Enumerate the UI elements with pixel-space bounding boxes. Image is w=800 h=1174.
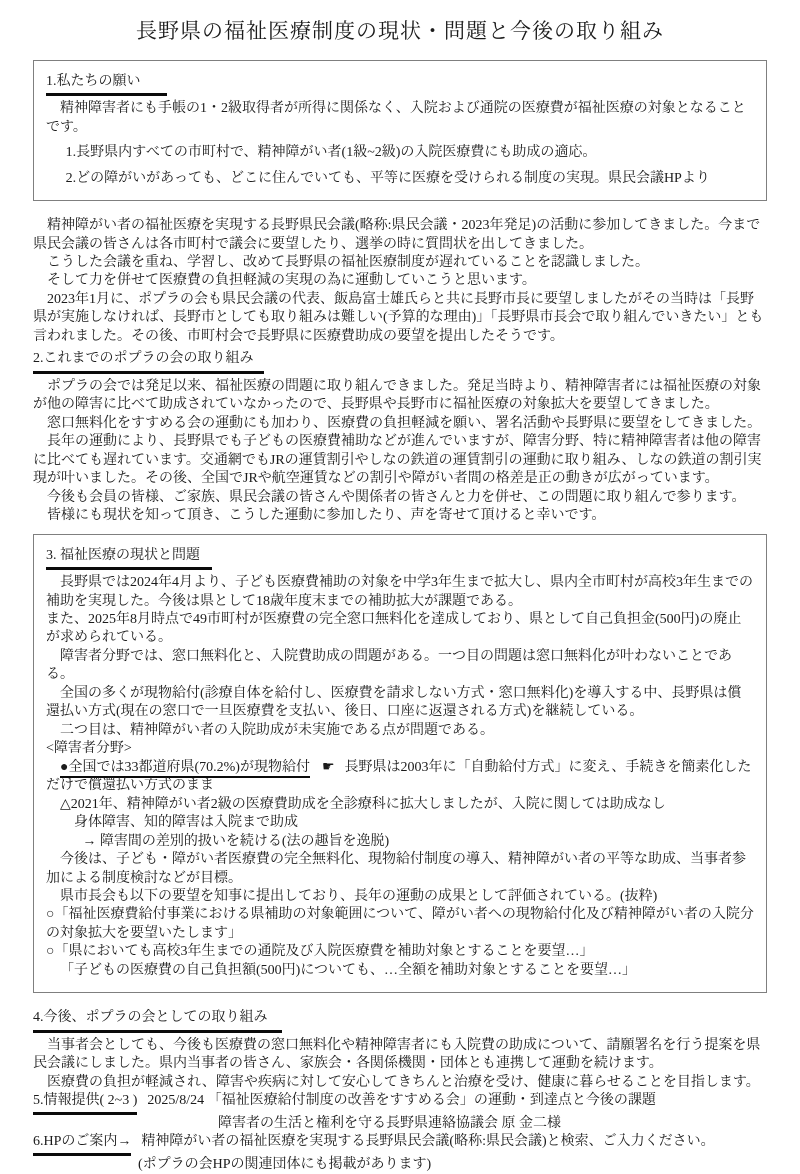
sub-item-arrow: → 障害間の差別的扱いを続ける(法の趣旨を逸脱) bbox=[82, 833, 390, 849]
section4-paragraph-2: 医療費の負担が軽減され、障害や疾病に対して安心してきちんと治療を受け、健康に暮らせることを目指します。 bbox=[47, 1074, 760, 1090]
sub-item-expansion: △2021年、精神障がい者2級の医療費助成を全診療科に拡大しましたが、入院に関しては助成なし bbox=[60, 796, 666, 812]
section2-heading bbox=[33, 350, 767, 373]
section3-paragraph-5: 二つ目は、精神障がい者の入院助成が未実施である点が問題である。 bbox=[60, 722, 494, 738]
wish-box bbox=[33, 60, 767, 201]
sub-item-physical: 身体障害、知的障害は入院まで助成 bbox=[74, 815, 298, 831]
wish-item-2: 2.どの障がいがあっても、どこに住んでいても、平等に医療を受けられる制度の実現。県民会議HPより bbox=[65, 170, 710, 186]
wish-heading bbox=[46, 73, 754, 96]
section6-note: (ポプラの会HPの関連団体にも掲載があります) bbox=[138, 1156, 432, 1172]
wish-heading-text: 1.私たちの願い bbox=[46, 73, 167, 96]
mayors-paragraph: 県市長会も以下の要望を知事に提出しており、長年の運動の成果として評価されている。(抜粋) bbox=[60, 889, 658, 904]
wish-item-1: 1.長野県内すべての市町村で、精神障がい者(1級~2級)の入院医療費にも助成の適応。 bbox=[65, 145, 597, 161]
intro-paragraph-1: 精神障がい者の福祉医療を実現する長野県民会議(略称:県民会議・2023年発足)の活動に参加してきました。今まで県民会議の皆さんは各市町村で議会に要望したり、選挙の時に質問状を出してきました。 bbox=[33, 218, 761, 252]
intro-paragraph-3: そして力を併せて医療費の負担軽減の実現の為に運動していこうと思います。 bbox=[47, 273, 536, 289]
quote-line-3: 「子どもの医療費の自己負担額(500円)についても、…全額を補助対象とすることを要望…」 bbox=[60, 962, 637, 978]
intro-paragraph-2: こうした会議を重ね、学習し、改めて長野県の福祉医療制度が遅れていることを認識しました。 bbox=[47, 255, 649, 270]
benefit-stat-underlined: ●全国では33都道府県(70.2%)が現物給付 bbox=[60, 760, 310, 778]
section5-line bbox=[33, 1092, 767, 1114]
section6-text: 精神障がい者の福祉医療を実現する長野県民会議(略称:県民会議)と検索、ご入力ください。 bbox=[141, 1134, 715, 1150]
section4-heading-text: 4.今後、ポプラの会としての取り組み bbox=[33, 1009, 282, 1032]
benefit-stat-line bbox=[46, 759, 754, 796]
section3-paragraph-3: 障害者分野では、窓口無料化と、入院費助成の問題がある。一つ目の問題は窓口無料化が叶わないことである。 bbox=[46, 648, 732, 683]
section2-paragraph-4: 今後も会員の皆様、ご家族、県民会議の皆さんや関係者の皆さんと力を併せ、この問題に取り組んで参ります。 bbox=[47, 489, 746, 505]
quote-line-1: ○「福祉医療費給付事業における県補助の対象範囲について、障がい者への現物給付化及び精神障がい者の入院分の対象拡大を要望いたします」 bbox=[46, 907, 754, 941]
section5-credit: 障害者の生活と権利を守る長野県連絡協議会 原 金二様 bbox=[218, 1115, 561, 1131]
section5-label: 5.情報提供( 2~3 ) bbox=[33, 1092, 137, 1114]
section2-heading-text: 2.これまでのポプラの会の取り組み bbox=[33, 350, 264, 373]
section4-heading bbox=[33, 1009, 767, 1032]
page-title: 長野県の福祉医療制度の現状・問題と今後の取り組み bbox=[136, 19, 664, 43]
section4-paragraph-1: 当事者会としても、今後も医療費の窓口無料化や精神障害者にも入院費の助成について、請願署名を行う提案を県民会議にしました。県内当事者の皆さん、家族会・各関係機関・団体とも連携して運動を続けます。 bbox=[33, 1037, 761, 1072]
section2-paragraph-1: ポプラの会では発足以来、福祉医療の問題に取り組んできました。発足当時より、精神障害者には福祉医療の対象が他の障害に比べて助成されていなかったので、長野県や長野市に福祉医療の対象拡大を要望してきました。 bbox=[33, 378, 761, 413]
intro-paragraph-4: 2023年1月に、ポプラの会も県民会議の代表、飯島富士雄氏らと共に長野市長に要望しましたがその当時は「長野県が実施しなければ、長野市としても取り組みは難しい(予算的な理由)」「長野県市長会で取り組んでいきたい」とも言われました。その後、市町村会で長野県に医療費助成の要望を提出したそうです。 bbox=[33, 291, 764, 344]
status-box bbox=[33, 534, 767, 994]
section3-heading-text: 3. 福祉医療の現状と問題 bbox=[46, 547, 212, 570]
goal-paragraph: 今後は、子ども・障がい者医療費の完全無料化、現物給付制度の導入、精神障がい者の平等な助成、当事者参加による制度検討などが目標。 bbox=[46, 852, 746, 886]
pointing-hand-icon: ☛ bbox=[321, 759, 335, 775]
quote-line-2: ○「県においても高校3年生までの通院及び入院医療費を補助対象とすることを要望…」 bbox=[46, 944, 594, 960]
section2-paragraph-2: 窓口無料化をすすめる会の運動にも加わり、医療費の負担軽減を願い、署名活動や長野県に要望をしてきました。 bbox=[47, 415, 762, 431]
wish-intro: 精神障害者にも手帳の1・2級取得者が所得に関係なく、入院および通院の医療費が福祉医療の対象となることです。 bbox=[46, 101, 746, 135]
section3-paragraph-1: 長野県では2024年4月より、子ども医療費補助の対象を中学3年生まで拡大し、県内全市町村が高校3年生までの補助を実現した。今後は県として18歳年度末までの補助拡大が課題である。 bbox=[46, 575, 753, 609]
section3-heading bbox=[46, 547, 754, 570]
section6-label: 6.HPのご案内→ bbox=[33, 1133, 131, 1155]
section3-paragraph-2: また、2025年8月時点で49市町村が医療費の完全窓口無料化を達成しており、県として自己負担金(500円)の廃止が求められている。 bbox=[46, 611, 742, 646]
section2-paragraph-3: 長年の運動により、長野県でも子どもの医療費補助などが進んでいますが、障害分野、特に精神障害者は他の障害に比べても遅れています。交通網でもJRの運賃割引やしなの鉄道の運賃割引の運動に取り組み、しなの鉄道の割引実現が叶いました。その後、全国でJRや航空運賃などの割引や障がい者間の格差是正の動きが広がっています。 bbox=[33, 434, 762, 487]
section5-text: 2025/8/24 「福祉医療給付制度の改善をすすめる会」の運動・到達点と今後の課題 bbox=[147, 1093, 656, 1109]
section3-paragraph-4: 全国の多くが現物給付(診療自体を給付し、医療費を請求しない方式・窓口無料化)を導入する中、長野県は償還払い方式(現在の窓口で一旦医療費を支払い、後日、口座に返還される方式)を継続している。 bbox=[46, 685, 742, 720]
section2-paragraph-5: 皆様にも現状を知って頂き、こうした運動に参加したり、声を寄せて頂けると幸いです。 bbox=[47, 508, 606, 524]
benefit-stat-note: 長野県は2003年に「自動給付方式」に変え、手続きを簡素化しただけで償還払い方式のまま bbox=[46, 759, 752, 794]
section6-line bbox=[33, 1133, 767, 1155]
disability-category-label: <障害者分野> bbox=[46, 741, 132, 757]
